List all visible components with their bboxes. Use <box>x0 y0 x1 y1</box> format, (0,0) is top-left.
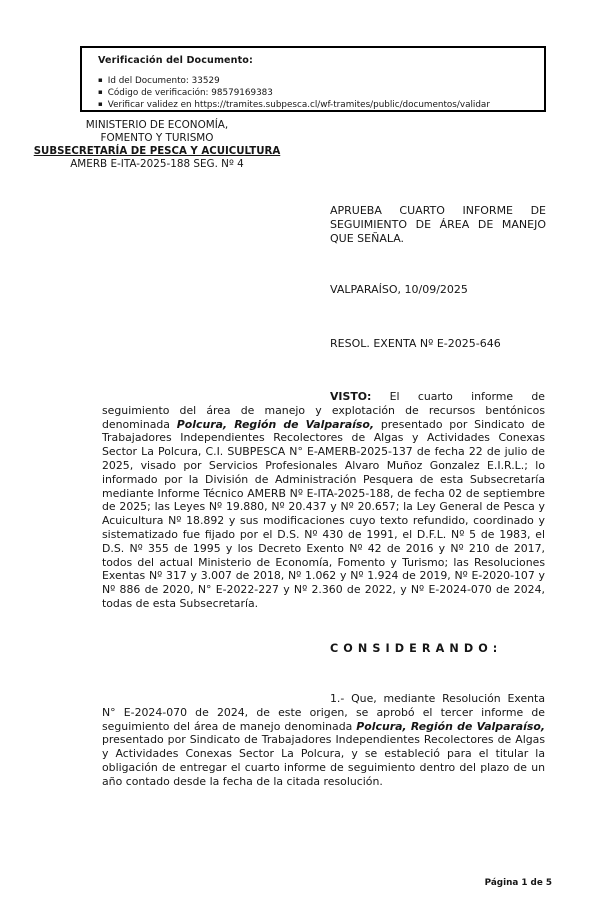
ministry-line-1: MINISTERIO DE ECONOMÍA, <box>85 119 229 131</box>
bullet-icon: ▪ <box>98 99 103 108</box>
verification-code-text: Código de verificación: 98579169383 <box>107 87 273 98</box>
list-item <box>98 99 538 111</box>
bullet-icon: ▪ <box>98 87 103 96</box>
visto-text-1: El cuarto informe de seguimiento del área de manejo y explotación de recursos bentónicos denominada <box>102 390 545 431</box>
management-area-name: Polcura, Región de Valparaíso, <box>176 417 375 431</box>
page-number: Página 1 de 5 <box>484 878 552 888</box>
list-item <box>98 75 538 87</box>
considerando-text-2: presentado por Sindicato de Trabajadores Independientes Recolectores de Algas y Actividades Conexas Sector La Polcura, y se estableció para el titular la obligación de entregar el cuarto informe de seguimiento dentro del plazo de un año contado desde la fecha de la citada resolución. <box>102 733 545 788</box>
verification-list <box>98 75 538 110</box>
amerb-reference: AMERB E-ITA-2025-188 SEG. Nº 4 <box>70 158 244 170</box>
resolution-number: RESOL. EXENTA Nº E-2025-646 <box>330 337 501 350</box>
verification-box <box>80 46 546 112</box>
verification-url-text: Verificar validez en https://tramites.subpesca.cl/wf-tramites/public/documentos/validar <box>107 99 490 110</box>
list-item <box>98 87 538 99</box>
document-id-text: Id del Documento: 33529 <box>107 76 220 86</box>
resolution-subject: APRUEBA CUARTO INFORME DE SEGUIMIENTO DE ÁREA DE MANEJO QUE SEÑALA. <box>330 204 546 245</box>
considerando-paragraph-1 <box>102 692 545 789</box>
visto-text-2: presentado por Sindicato de Trabajadores Independientes Recolectores de Algas y Actividades Conexas Sector La Polcura, C.I. SUBPESCA N° E-AMERB-2025-137 de fecha 22 de julio de 2025, visado por Servicios Profesionales Alvaro Muñoz Gonzalez E.I.R.L.; lo informado por la División de Administración Pesquera de esta Subsecretaría mediante Informe Técnico AMERB Nº E-ITA-2025-188, de fecha 02 de septiembre de 2025; las Leyes Nº 19.880, Nº 20.437 y Nº 20.657; la Ley General de Pesca y Acuicultura Nº 18.892 y sus modificaciones cuyo texto refundido, coordinado y sistematizado fue fijado por el D.S. Nº 430 de 1991, el D.F.L. Nº 5 de 1983, el D.S. Nº 355 de 1995 y los Decreto Exento Nº 42 de 2016 y Nº 210 de 2017, todos del actual Ministerio de Economía, Fomento y Turismo; las Resoluciones Exentas Nº 317 y 3.007 de 2018, Nº 1.062 y Nº 1.924 de 2019, Nº E-2020-107 y Nº 886 de 2020, N° E-2022-227 y Nº 2.360 de 2022, y Nº E-2024-070 de 2024, todas de esta Subsecretaría. <box>102 417 545 610</box>
subsecretaria-title: SUBSECRETARÍA DE PESCA Y ACUICULTURA <box>33 146 281 157</box>
visto-label: VISTO: <box>330 390 372 403</box>
letterhead <box>22 119 292 171</box>
considerando-heading: C O N S I D E R A N D O : <box>330 642 498 655</box>
management-area-name: Polcura, Región de Valparaíso, <box>356 719 545 733</box>
bullet-icon: ▪ <box>98 76 103 84</box>
ministry-line-2: FOMENTO Y TURISMO <box>100 132 214 144</box>
place-and-date: VALPARAÍSO, 10/09/2025 <box>330 283 468 296</box>
visto-paragraph <box>102 390 545 611</box>
verification-title: Verificación del Documento: <box>98 55 253 66</box>
considerando-text-1: 1.- Que, mediante Resolución Exenta N° E-2024-070 de 2024, de este origen, se aprobó el tercer informe de seguimiento del área de manejo denominada <box>102 692 545 733</box>
